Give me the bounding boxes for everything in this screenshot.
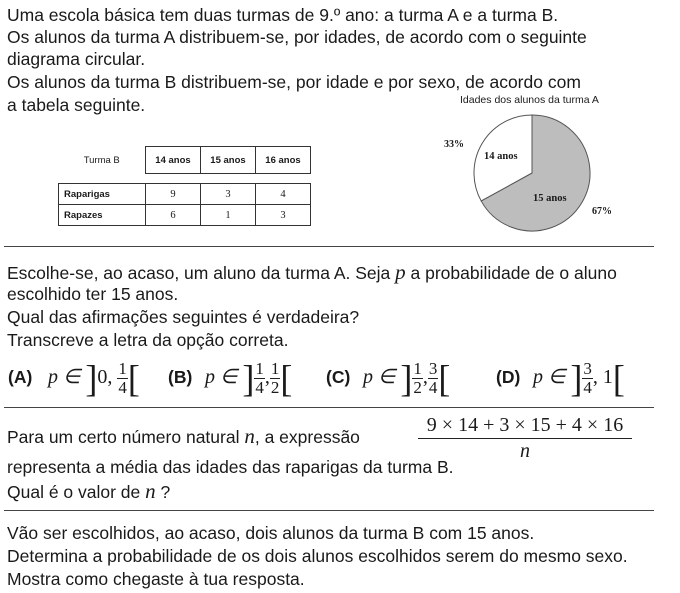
option-label: (C) xyxy=(326,367,351,387)
frac-den: 4 xyxy=(428,378,438,397)
pie-percent-label: 67% xyxy=(592,206,612,217)
intro-line-5: a tabela seguinte. xyxy=(7,95,146,115)
table-corner-label: Turma B xyxy=(83,154,120,166)
pie-slice-label: 14 anos xyxy=(484,151,518,162)
frac-den: 2 xyxy=(270,378,280,397)
table-col-header: 16 anos xyxy=(256,147,311,174)
pie-percent-label: 33% xyxy=(444,139,464,150)
table-cell: 6 xyxy=(146,205,201,226)
q1-line-4: Transcreve a letra da opção correta. xyxy=(7,330,289,350)
var-n: n xyxy=(145,479,156,503)
pie-svg xyxy=(440,94,660,244)
pie-slice-label: 15 anos xyxy=(533,193,567,204)
option-label: (B) xyxy=(168,367,193,387)
p-in: p ∈ xyxy=(48,366,81,389)
intro-line-1: Uma escola básica tem duas turmas de 9.º ano: a turma A e a turma B. xyxy=(7,5,559,25)
frac-num: 1 xyxy=(413,359,422,378)
fraction-numerator: 9 × 14 + 3 × 15 + 4 × 16 xyxy=(418,413,632,439)
q2-line-1 xyxy=(7,426,360,448)
frac-num: 3 xyxy=(428,359,438,378)
q2-line-3 xyxy=(7,481,170,503)
q3-line-3: Mostra como chegaste à tua resposta. xyxy=(7,569,305,589)
p-in: p ∈ xyxy=(205,366,238,389)
intro-line-4: Os alunos da turma B distribuem-se, por idade e por sexo, de acordo com xyxy=(7,72,581,92)
table-col-header: 14 anos xyxy=(146,147,201,174)
frac-den: 4 xyxy=(118,378,127,397)
fraction-denominator: n xyxy=(520,440,530,462)
frac-den: 4 xyxy=(583,378,592,397)
row-label-raparigas: Raparigas xyxy=(59,184,146,205)
q1-line-1 xyxy=(7,262,617,284)
divider xyxy=(4,510,654,511)
divider xyxy=(4,407,654,408)
frac-num: 1 xyxy=(270,359,280,378)
divider xyxy=(4,246,654,247)
pie-chart xyxy=(440,94,660,244)
p-in: p ∈ xyxy=(363,366,396,389)
var-n: n xyxy=(244,424,255,448)
option-label: (D) xyxy=(496,367,521,387)
frac-num: 1 xyxy=(118,359,127,378)
table-row xyxy=(59,184,311,205)
pie-title: Idades dos alunos da turma A xyxy=(460,94,599,106)
q2-text: ? xyxy=(160,482,171,502)
row-label-rapazes: Rapazes xyxy=(59,205,146,226)
table-row xyxy=(59,205,311,226)
q2-line-2: representa a média das idades das raparigas da turma B. xyxy=(7,457,454,477)
table-cell: 9 xyxy=(146,184,201,205)
q2-fraction xyxy=(418,413,632,463)
q2-text: Para um certo número natural xyxy=(7,427,240,447)
q3-line-2: Determina a probabilidade de os dois alunos escolhidos serem do mesmo sexo. xyxy=(7,546,628,566)
intro-line-3: diagrama circular. xyxy=(7,49,146,69)
frac-num: 1 xyxy=(255,359,264,378)
turma-b-table xyxy=(58,146,311,226)
frac-den: 2 xyxy=(413,378,422,397)
frac-num: 3 xyxy=(583,359,592,378)
bound: 0 xyxy=(97,366,108,389)
intro-line-2: Os alunos da turma A distribuem-se, por idades, de acordo com o seguinte xyxy=(7,27,587,47)
q1-line-3: Qual das afirmações seguintes é verdadeira? xyxy=(7,307,360,327)
q1-text: a probabilidade de o aluno xyxy=(410,263,617,283)
q3-line-1: Vão ser escolhidos, ao acaso, dois alunos da turma B com 15 anos. xyxy=(7,523,535,543)
table-cell: 1 xyxy=(201,205,256,226)
q1-text: Escolhe-se, ao acaso, um aluno da turma A. Seja xyxy=(7,263,391,283)
table-cell: 3 xyxy=(256,205,311,226)
var-p: p xyxy=(395,260,406,284)
table-col-header: 15 anos xyxy=(201,147,256,174)
q1-line-2: escolhido ter 15 anos. xyxy=(7,284,179,304)
q2-text: , a expressão xyxy=(254,427,360,447)
frac-den: 4 xyxy=(255,378,264,397)
table-cell: 3 xyxy=(201,184,256,205)
bound: 1 xyxy=(602,366,613,389)
table-cell: 4 xyxy=(256,184,311,205)
option-label: (A) xyxy=(8,367,33,387)
q2-text: Qual é o valor de xyxy=(7,482,141,502)
p-in: p ∈ xyxy=(533,366,566,389)
